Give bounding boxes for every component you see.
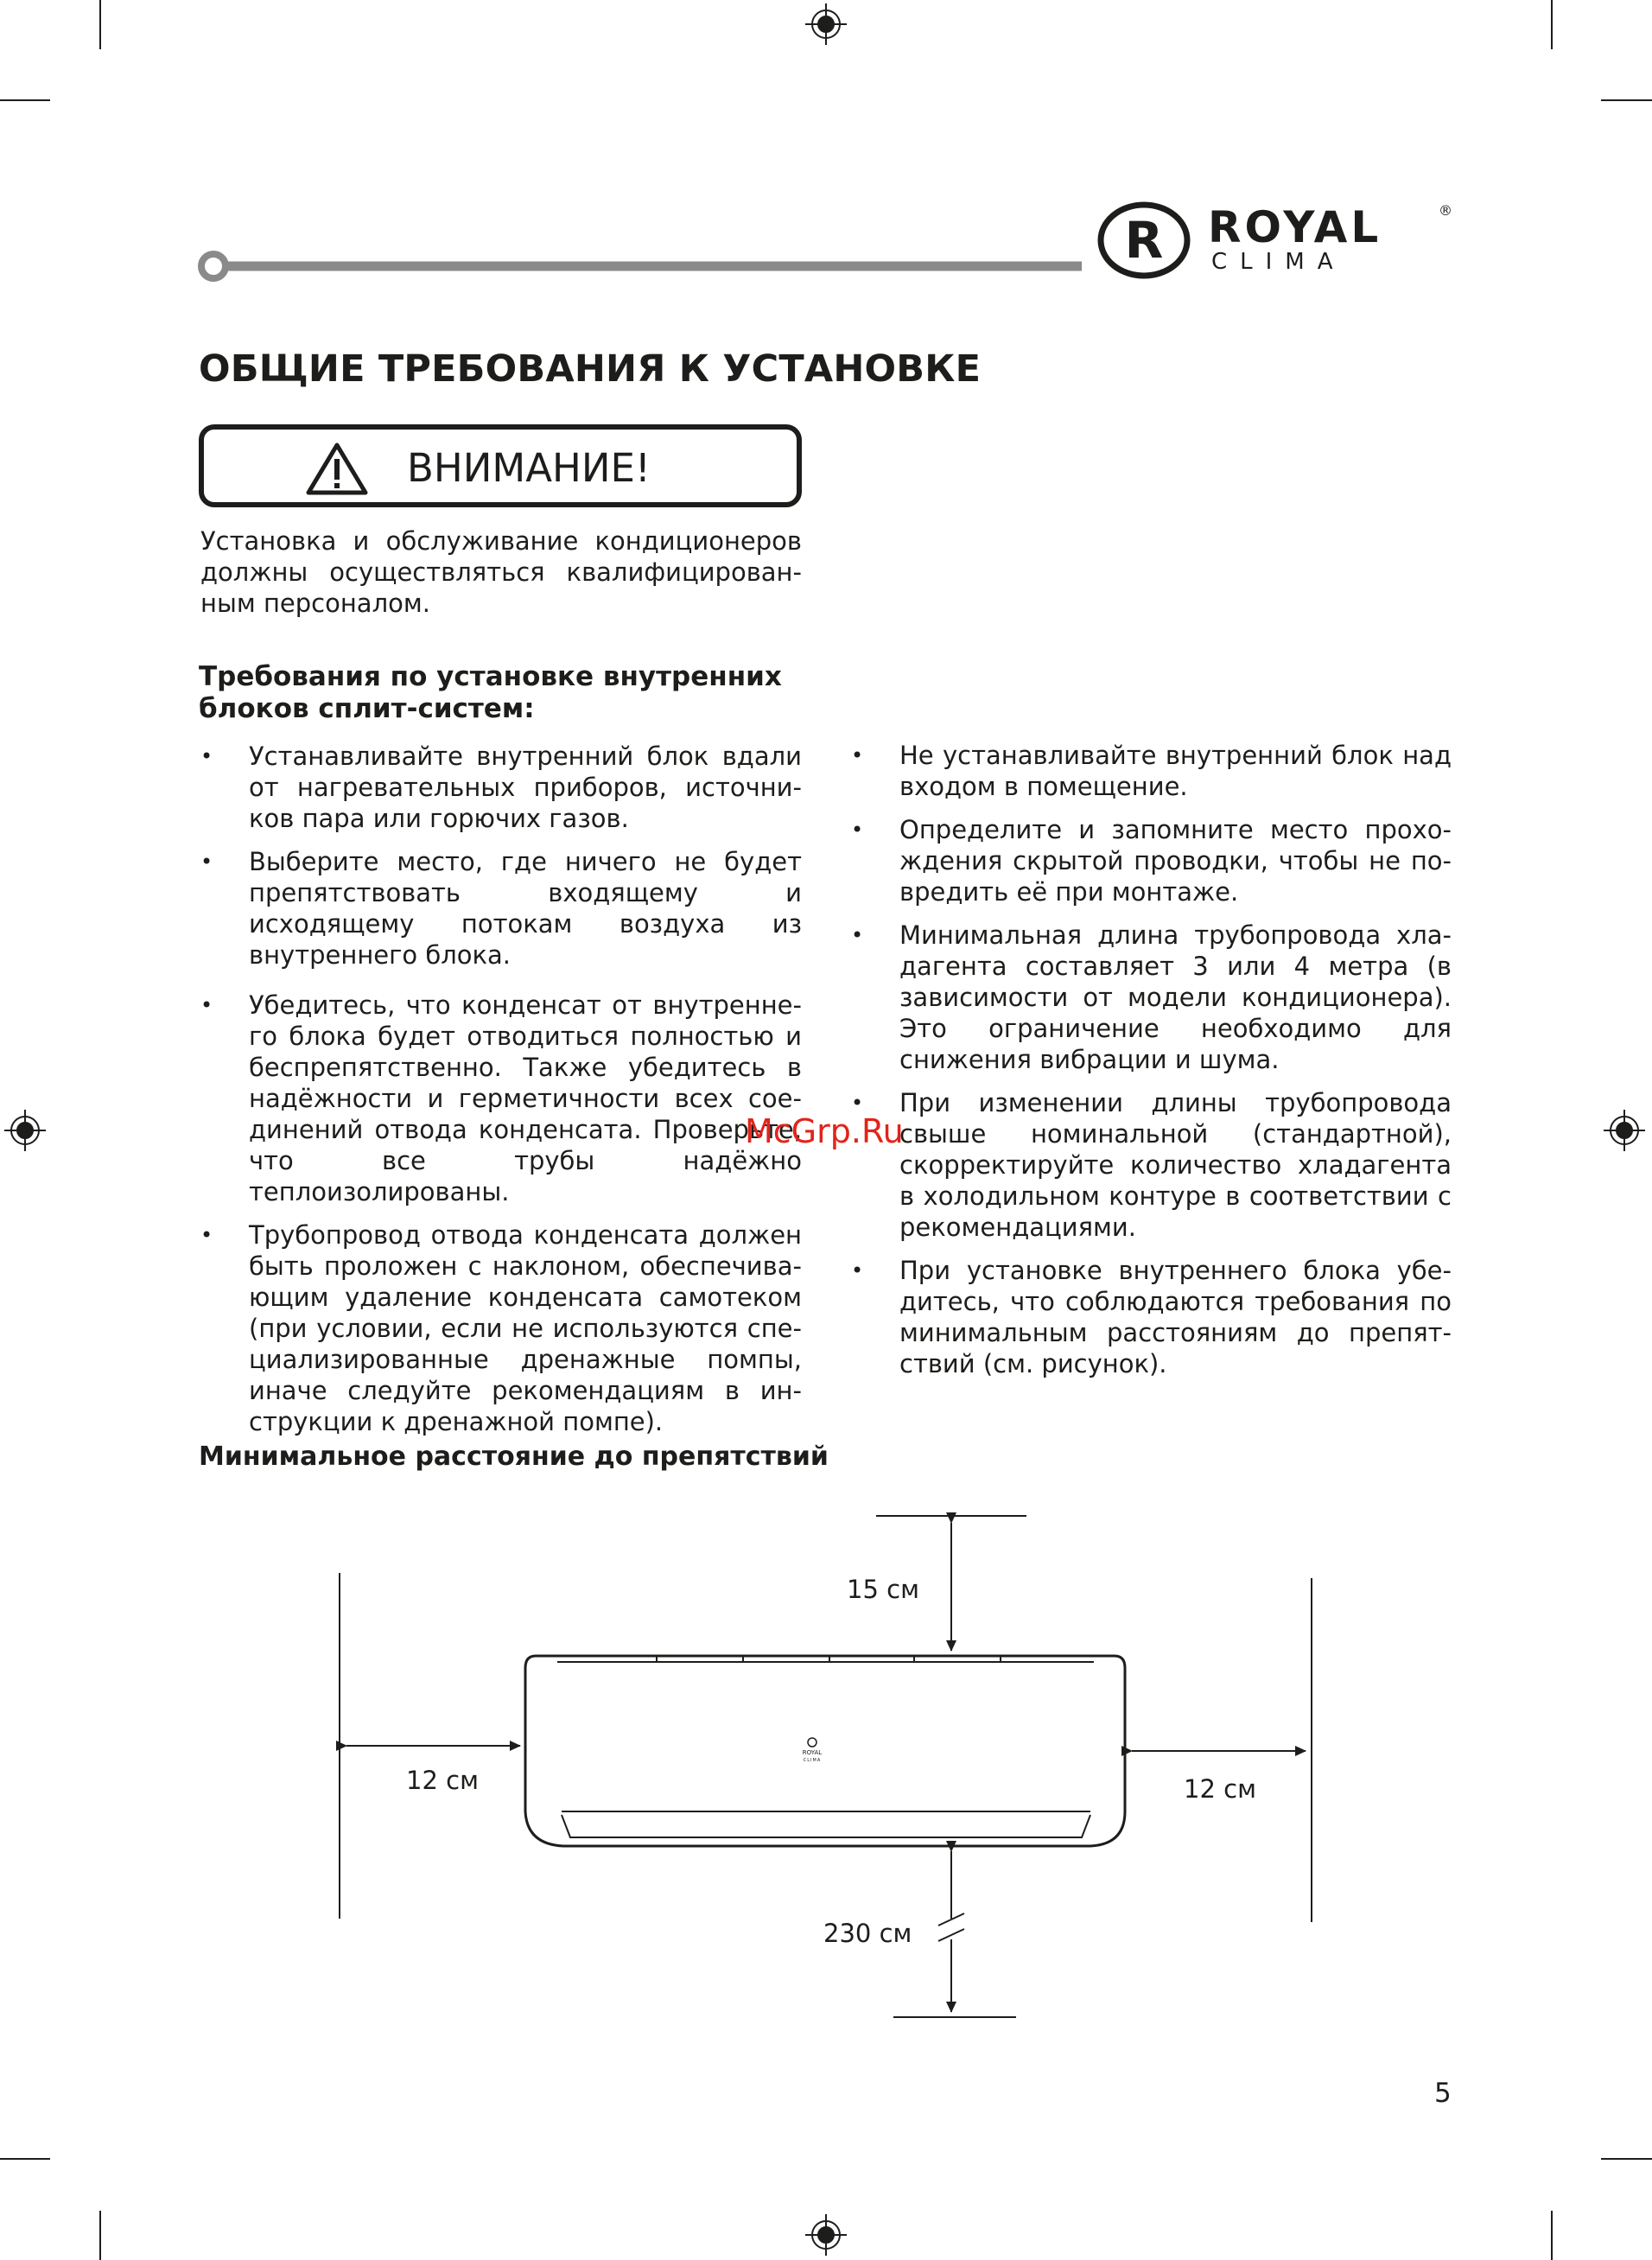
list-item: • Минимальная длина трубопровода хладагента составляет 3 или 4 метра (в зависимости от модели кондиционера). Это ограничение необходимо для снижения вибрации и шума. bbox=[851, 920, 1452, 1075]
list-item: • Трубопровод отвода конденсата должен быть проложен с наклоном, обеспечивающим удаление конденсата самотеком (при условии, если не используются специализированные дренажные помпы, иначе следуйте рекомендациям в инструкции к дренажной помпе). bbox=[200, 1219, 802, 1437]
dimension-left: 12 см bbox=[406, 1766, 479, 1795]
dimension-bottom: 230 см bbox=[823, 1919, 912, 1948]
page-number: 5 bbox=[1434, 2078, 1452, 2109]
brand-name: ROYAL bbox=[1208, 202, 1382, 252]
list-item: • Выберите место, где ничего не будет препятствовать входящему и исходящему потокам воздуха из внутреннего блока. bbox=[200, 846, 802, 971]
warning-label: ВНИМАНИЕ! bbox=[407, 445, 651, 491]
section-heading-line-2: блоков сплит-систем: bbox=[199, 693, 535, 724]
watermark: McGrp.Ru bbox=[745, 1112, 904, 1150]
unit-logo-name: ROYAL bbox=[802, 1749, 823, 1756]
list-item: • Убедитесь, что конденсат от внутреннего блока будет отводиться полностью и беспрепятственно. Также убедитесь в надёжности и герметичности всех соединений отвода конденсата. Проверьте, что все трубы надёжно теплоизолированы. bbox=[200, 990, 802, 1207]
dimension-top: 15 см bbox=[847, 1575, 919, 1604]
logo-letter: R bbox=[1124, 211, 1164, 270]
brand-registered-mark: ® bbox=[1439, 202, 1452, 219]
section-heading-line-1: Требования по установке внутренних bbox=[199, 661, 782, 692]
list-item: • Определите и запомните место прохождения скрытой проводки, чтобы не повредить её при монтаже. bbox=[851, 814, 1452, 907]
list-item: • При изменении длины трубопровода свыше номинальной (стандартной), скорректируйте количество хладагента в холодильном контуре в соответствии с рекомендациями. bbox=[851, 1087, 1452, 1243]
list-item: • Устанавливайте внутренний блок вдали от нагревательных приборов, источников пара или горючих газов. bbox=[200, 741, 802, 834]
unit-logo-sub: CLIMA bbox=[803, 1758, 822, 1763]
unit-logo-icon bbox=[803, 1738, 823, 1763]
intro-text: Установка и обслуживание кондиционеров должны осуществляться квалифицированным персоналом. bbox=[200, 526, 802, 618]
brand-sub: CLIMA bbox=[1211, 249, 1346, 275]
indoor-unit-outline bbox=[525, 1656, 1125, 1846]
list-item: • Не устанавливайте внутренний блок над входом в помещение. bbox=[851, 740, 1452, 802]
page-title: ОБЩИЕ ТРЕБОВАНИЯ К УСТАНОВКЕ bbox=[199, 347, 982, 391]
break-mark bbox=[938, 1929, 964, 1941]
list-item: • При установке внутреннего блока убедитесь, что соблюдаются требования по минимальным расстояниям до препятствий (см. рисунок). bbox=[851, 1255, 1452, 1379]
figure-title: Минимальное расстояние до препятствий bbox=[199, 1442, 829, 1472]
dimension-right: 12 см bbox=[1184, 1774, 1256, 1804]
